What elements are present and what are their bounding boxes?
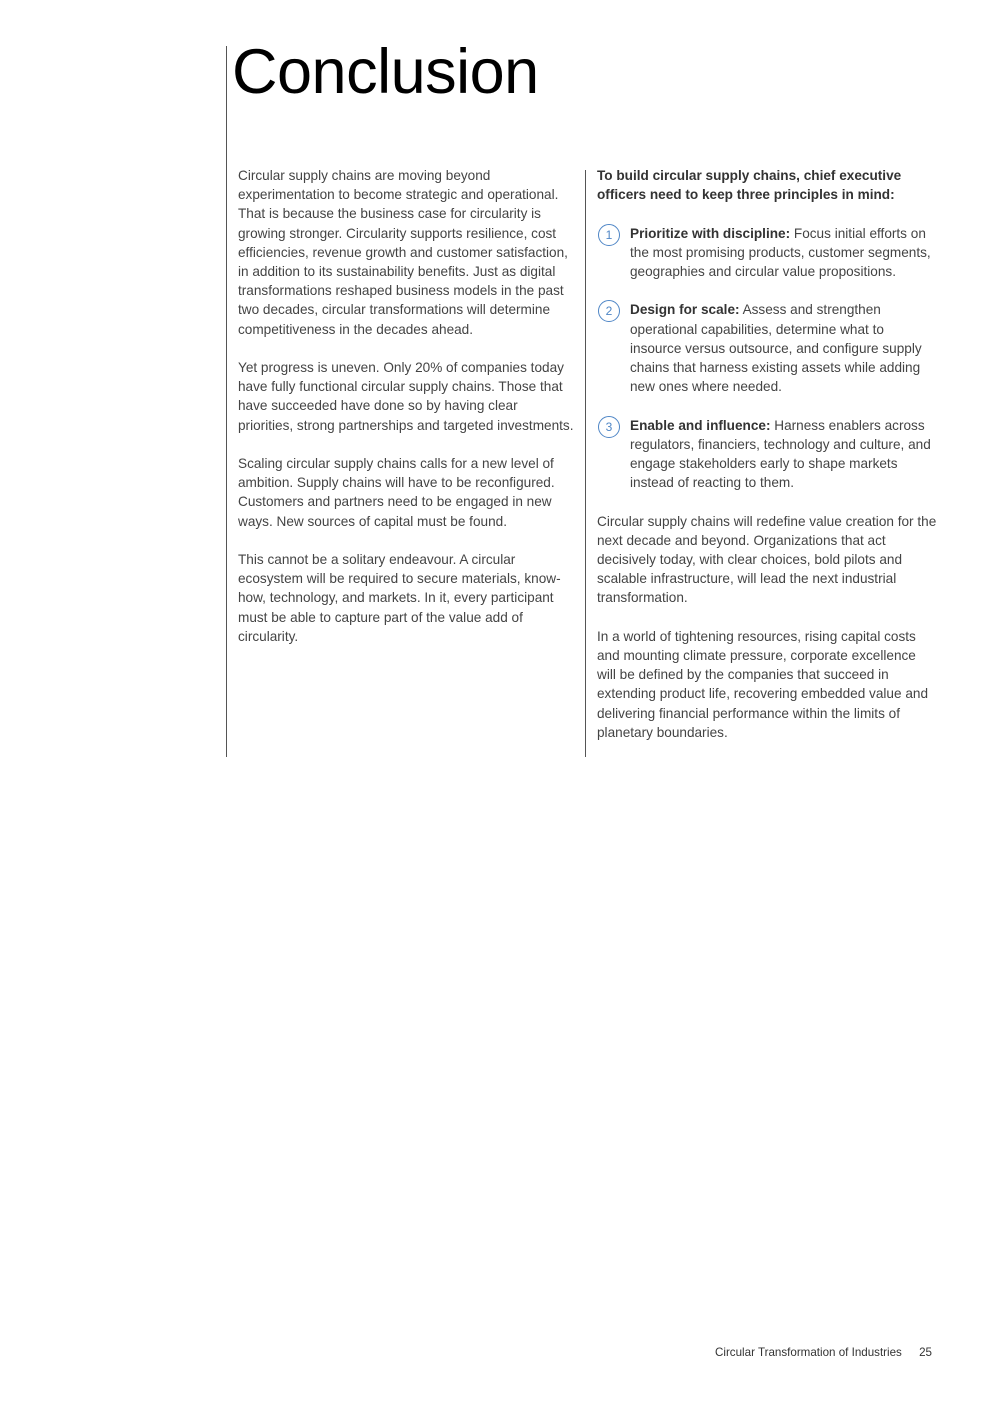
- column-divider-rule: [585, 170, 586, 757]
- left-column: [238, 166, 576, 665]
- page-number: 25: [919, 1346, 932, 1359]
- left-paragraph-2: Yet progress is uneven. Only 20% of companies today have fully functional circular supply chains. Those that have succeeded have done so by having clear priorities, strong partnerships and targeted investments.: [238, 360, 574, 433]
- principle-text: Assess and strengthen operational capabilities, determine what to insource versus outsource, and configure supply chains that harness existing assets while adding new ones where needed.: [630, 302, 922, 395]
- principle-title: Enable and influence:: [630, 417, 771, 433]
- principle-item-1: [597, 224, 937, 282]
- principle-text: Harness enablers across regulators, financiers, technology and culture, and engage stakeholders early to shape markets instead of reacting to them.: [630, 417, 931, 491]
- right-column: [597, 166, 937, 761]
- page-title: Conclusion: [232, 37, 539, 107]
- left-paragraph-1: Circular supply chains are moving beyond experimentation to become strategic and operational. That is because the business case for circularity is growing stronger. Circularity supports resilience, cost efficiencies, revenue growth and customer satisfaction, in addition to its sustainability benefits. Just as digital transformations reshaped business models in the past two decades, circular transformations will determine competitiveness in the decades ahead.: [238, 168, 568, 337]
- footer-publication-title: Circular Transformation of Industries: [715, 1346, 902, 1359]
- page-footer: [715, 1346, 932, 1359]
- principle-title: Prioritize with discipline:: [630, 225, 791, 241]
- principle-item-3: [597, 416, 937, 493]
- principles-intro: To build circular supply chains, chief executive officers need to keep three principles in mind:: [597, 168, 902, 203]
- number-3-circle-icon: 3: [598, 416, 620, 438]
- principle-title: Design for scale:: [630, 302, 740, 318]
- left-paragraph-3: Scaling circular supply chains calls for a new level of ambition. Supply chains will have to be reconfigured. Customers and partners need to be engaged in new ways. New sources of capital must be found.: [238, 456, 555, 529]
- number-2-circle-icon: 2: [598, 300, 620, 322]
- closing-paragraph-1: Circular supply chains will redefine value creation for the next decade and beyond. Organizations that act decisively today, with clear choices, bold pilots and scalable infrastructure, will lead the next industrial transformation.: [597, 513, 937, 606]
- principle-item-2: [597, 300, 937, 396]
- number-1-circle-icon: 1: [598, 224, 620, 246]
- closing-paragraph-2: In a world of tightening resources, rising capital costs and mounting climate pressure, corporate excellence will be defined by the companies that succeed in extending product life, recovering embedded value and delivering financial performance within the limits of planetary boundaries.: [597, 628, 929, 740]
- principle-text: Focus initial efforts on the most promising products, customer segments, geographies and circular value propositions.: [630, 225, 931, 279]
- left-vertical-rule: [226, 46, 227, 757]
- left-paragraph-4: This cannot be a solitary endeavour. A circular ecosystem will be required to secure materials, know-how, technology, and markets. In it, every participant must be able to capture part of the value add of circularity.: [238, 552, 561, 644]
